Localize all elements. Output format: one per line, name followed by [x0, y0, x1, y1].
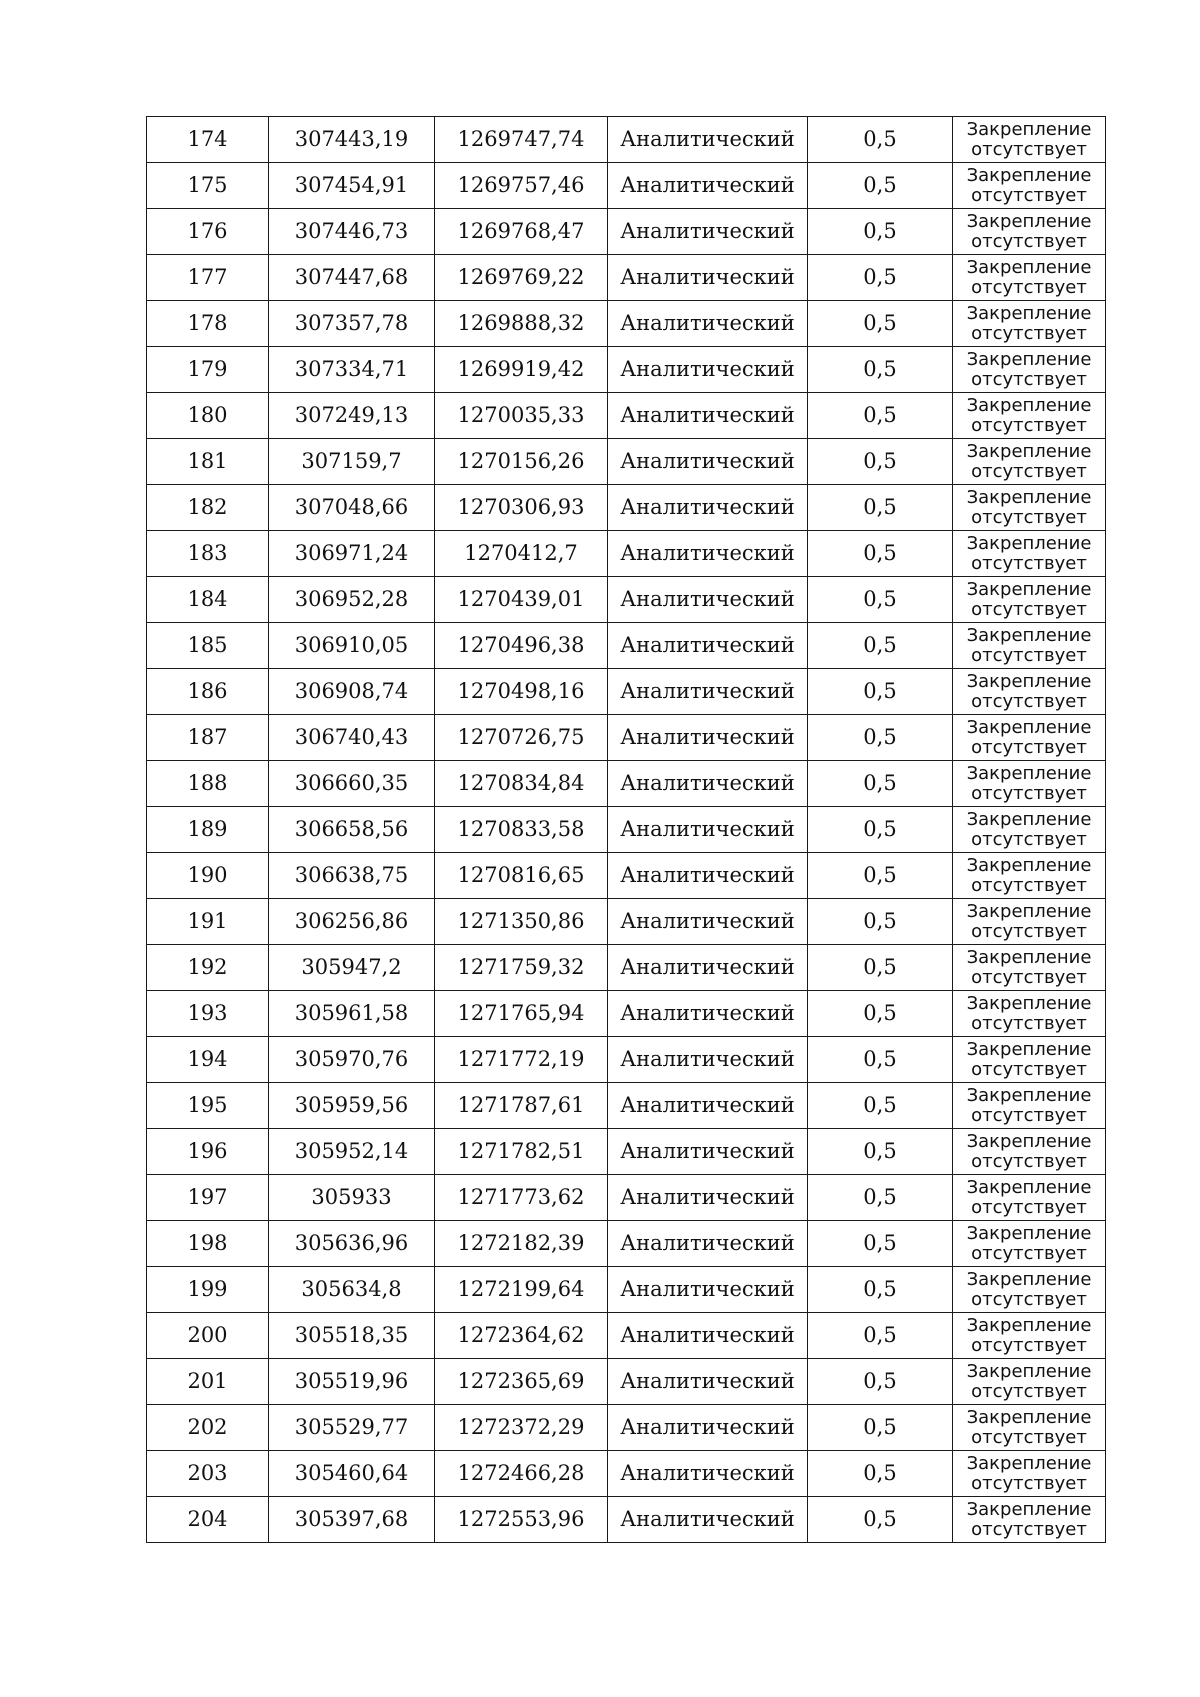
table-row: [147, 669, 1106, 715]
x-coordinate-cell: 307249,13: [269, 393, 435, 439]
table-row: [147, 945, 1106, 991]
point-number-cell: 182: [147, 485, 269, 531]
fixing-text-line: отсутствует: [971, 322, 1087, 344]
table-row: [147, 1037, 1106, 1083]
fixing-cell: [953, 117, 1106, 163]
table-row: [147, 485, 1106, 531]
point-number-cell: 192: [147, 945, 269, 991]
y-coordinate-cell: 1272466,28: [435, 1451, 608, 1497]
fixing-cell: [953, 301, 1106, 347]
point-number-cell: 191: [147, 899, 269, 945]
x-coordinate-cell: 306740,43: [269, 715, 435, 761]
table-row: [147, 439, 1106, 485]
coordinates-table: [146, 116, 1106, 1543]
x-coordinate-cell: 306660,35: [269, 761, 435, 807]
fixing-text-line: Закрепление: [966, 624, 1092, 646]
fixing-cell: [953, 1405, 1106, 1451]
fixing-text-line: Закрепление: [966, 348, 1092, 370]
point-number-cell: 195: [147, 1083, 269, 1129]
table-row: [147, 623, 1106, 669]
fixing-cell: [953, 485, 1106, 531]
table-row: [147, 393, 1106, 439]
fixing-text-line: отсутствует: [971, 368, 1087, 390]
x-coordinate-cell: 306908,74: [269, 669, 435, 715]
x-coordinate-cell: 305947,2: [269, 945, 435, 991]
fixing-text-line: Закрепление: [966, 1222, 1092, 1244]
fixing-text-line: отсутствует: [971, 1472, 1087, 1494]
fixing-text-line: отсутствует: [971, 1380, 1087, 1402]
method-cell: Аналитический: [608, 485, 808, 531]
table-row: [147, 991, 1106, 1037]
accuracy-cell: 0,5: [808, 1221, 953, 1267]
fixing-text-line: отсутствует: [971, 138, 1087, 160]
point-number-cell: 198: [147, 1221, 269, 1267]
accuracy-cell: 0,5: [808, 439, 953, 485]
fixing-text-line: Закрепление: [966, 808, 1092, 830]
fixing-text-line: отсутствует: [971, 1058, 1087, 1080]
table-row: [147, 255, 1106, 301]
point-number-cell: 187: [147, 715, 269, 761]
fixing-text-line: отсутствует: [971, 552, 1087, 574]
table-row: [147, 117, 1106, 163]
table-row: [147, 807, 1106, 853]
y-coordinate-cell: 1270833,58: [435, 807, 608, 853]
fixing-text-line: отсутствует: [971, 414, 1087, 436]
method-cell: Аналитический: [608, 301, 808, 347]
x-coordinate-cell: 306638,75: [269, 853, 435, 899]
fixing-text-line: отсутствует: [971, 644, 1087, 666]
accuracy-cell: 0,5: [808, 347, 953, 393]
fixing-text-line: Закрепление: [966, 440, 1092, 462]
table-row: [147, 1175, 1106, 1221]
fixing-cell: [953, 1221, 1106, 1267]
table-row: [147, 1221, 1106, 1267]
point-number-cell: 196: [147, 1129, 269, 1175]
method-cell: Аналитический: [608, 1221, 808, 1267]
y-coordinate-cell: 1270498,16: [435, 669, 608, 715]
accuracy-cell: 0,5: [808, 899, 953, 945]
fixing-text-line: Закрепление: [966, 762, 1092, 784]
fixing-cell: [953, 1267, 1106, 1313]
fixing-cell: [953, 623, 1106, 669]
point-number-cell: 179: [147, 347, 269, 393]
fixing-text-line: отсутствует: [971, 1196, 1087, 1218]
fixing-text-line: отсутствует: [971, 736, 1087, 758]
y-coordinate-cell: 1269888,32: [435, 301, 608, 347]
accuracy-cell: 0,5: [808, 301, 953, 347]
table-row: [147, 1129, 1106, 1175]
accuracy-cell: 0,5: [808, 715, 953, 761]
x-coordinate-cell: 307048,66: [269, 485, 435, 531]
fixing-text-line: отсутствует: [971, 874, 1087, 896]
fixing-cell: [953, 163, 1106, 209]
fixing-text-line: Закрепление: [966, 854, 1092, 876]
method-cell: Аналитический: [608, 117, 808, 163]
accuracy-cell: 0,5: [808, 117, 953, 163]
point-number-cell: 185: [147, 623, 269, 669]
fixing-cell: [953, 1359, 1106, 1405]
fixing-text-line: Закрепление: [966, 532, 1092, 554]
table-row: [147, 1313, 1106, 1359]
point-number-cell: 189: [147, 807, 269, 853]
fixing-text-line: Закрепление: [966, 256, 1092, 278]
point-number-cell: 194: [147, 1037, 269, 1083]
accuracy-cell: 0,5: [808, 531, 953, 577]
x-coordinate-cell: 307357,78: [269, 301, 435, 347]
fixing-text-line: Закрепление: [966, 118, 1092, 140]
fixing-text-line: Закрепление: [966, 992, 1092, 1014]
y-coordinate-cell: 1270834,84: [435, 761, 608, 807]
fixing-cell: [953, 255, 1106, 301]
table-row: [147, 853, 1106, 899]
table-body: [147, 117, 1106, 1543]
x-coordinate-cell: 305959,56: [269, 1083, 435, 1129]
fixing-text-line: отсутствует: [971, 1242, 1087, 1264]
accuracy-cell: 0,5: [808, 1451, 953, 1497]
method-cell: Аналитический: [608, 1359, 808, 1405]
fixing-text-line: отсутствует: [971, 230, 1087, 252]
y-coordinate-cell: 1271759,32: [435, 945, 608, 991]
point-number-cell: 180: [147, 393, 269, 439]
fixing-cell: [953, 577, 1106, 623]
y-coordinate-cell: 1270035,33: [435, 393, 608, 439]
x-coordinate-cell: 305961,58: [269, 991, 435, 1037]
fixing-text-line: Закрепление: [966, 1360, 1092, 1382]
fixing-text-line: Закрепление: [966, 1084, 1092, 1106]
fixing-cell: [953, 945, 1106, 991]
method-cell: Аналитический: [608, 1037, 808, 1083]
point-number-cell: 188: [147, 761, 269, 807]
fixing-text-line: Закрепление: [966, 716, 1092, 738]
fixing-text-line: Закрепление: [966, 164, 1092, 186]
method-cell: Аналитический: [608, 807, 808, 853]
fixing-text-line: отсутствует: [971, 1150, 1087, 1172]
fixing-text-line: Закрепление: [966, 210, 1092, 232]
fixing-text-line: отсутствует: [971, 1012, 1087, 1034]
method-cell: Аналитический: [608, 255, 808, 301]
y-coordinate-cell: 1270726,75: [435, 715, 608, 761]
fixing-cell: [953, 899, 1106, 945]
method-cell: Аналитический: [608, 1175, 808, 1221]
x-coordinate-cell: 305636,96: [269, 1221, 435, 1267]
table-row: [147, 899, 1106, 945]
y-coordinate-cell: 1272182,39: [435, 1221, 608, 1267]
table-row: [147, 531, 1106, 577]
x-coordinate-cell: 306971,24: [269, 531, 435, 577]
fixing-text-line: отсутствует: [971, 782, 1087, 804]
fixing-text-line: Закрепление: [966, 900, 1092, 922]
x-coordinate-cell: 305634,8: [269, 1267, 435, 1313]
fixing-text-line: отсутствует: [971, 460, 1087, 482]
accuracy-cell: 0,5: [808, 393, 953, 439]
fixing-cell: [953, 669, 1106, 715]
y-coordinate-cell: 1269919,42: [435, 347, 608, 393]
fixing-text-line: Закрепление: [966, 1038, 1092, 1060]
fixing-cell: [953, 209, 1106, 255]
method-cell: Аналитический: [608, 1313, 808, 1359]
method-cell: Аналитический: [608, 1451, 808, 1497]
fixing-cell: [953, 347, 1106, 393]
fixing-text-line: Закрепление: [966, 1176, 1092, 1198]
y-coordinate-cell: 1272199,64: [435, 1267, 608, 1313]
x-coordinate-cell: 306256,86: [269, 899, 435, 945]
fixing-text-line: Закрепление: [966, 1452, 1092, 1474]
fixing-cell: [953, 531, 1106, 577]
method-cell: Аналитический: [608, 347, 808, 393]
accuracy-cell: 0,5: [808, 1037, 953, 1083]
method-cell: Аналитический: [608, 1083, 808, 1129]
fixing-text-line: Закрепление: [966, 486, 1092, 508]
accuracy-cell: 0,5: [808, 1175, 953, 1221]
y-coordinate-cell: 1271782,51: [435, 1129, 608, 1175]
y-coordinate-cell: 1270816,65: [435, 853, 608, 899]
x-coordinate-cell: 305519,96: [269, 1359, 435, 1405]
y-coordinate-cell: 1270439,01: [435, 577, 608, 623]
point-number-cell: 186: [147, 669, 269, 715]
fixing-text-line: Закрепление: [966, 578, 1092, 600]
table-row: [147, 761, 1106, 807]
fixing-text-line: отсутствует: [971, 506, 1087, 528]
accuracy-cell: 0,5: [808, 807, 953, 853]
method-cell: Аналитический: [608, 1497, 808, 1543]
fixing-text-line: Закрепление: [966, 670, 1092, 692]
fixing-text-line: Закрепление: [966, 1498, 1092, 1520]
y-coordinate-cell: 1272553,96: [435, 1497, 608, 1543]
fixing-cell: [953, 1037, 1106, 1083]
table-row: [147, 347, 1106, 393]
accuracy-cell: 0,5: [808, 991, 953, 1037]
x-coordinate-cell: 307334,71: [269, 347, 435, 393]
table-row: [147, 301, 1106, 347]
y-coordinate-cell: 1269747,74: [435, 117, 608, 163]
method-cell: Аналитический: [608, 531, 808, 577]
fixing-text-line: отсутствует: [971, 966, 1087, 988]
table-row: [147, 163, 1106, 209]
fixing-text-line: Закрепление: [966, 394, 1092, 416]
method-cell: Аналитический: [608, 853, 808, 899]
fixing-text-line: отсутствует: [971, 920, 1087, 942]
point-number-cell: 176: [147, 209, 269, 255]
accuracy-cell: 0,5: [808, 853, 953, 899]
y-coordinate-cell: 1270412,7: [435, 531, 608, 577]
method-cell: Аналитический: [608, 1267, 808, 1313]
method-cell: Аналитический: [608, 761, 808, 807]
method-cell: Аналитический: [608, 577, 808, 623]
fixing-text-line: отсутствует: [971, 690, 1087, 712]
method-cell: Аналитический: [608, 393, 808, 439]
fixing-text-line: отсутствует: [971, 1426, 1087, 1448]
x-coordinate-cell: 306952,28: [269, 577, 435, 623]
point-number-cell: 200: [147, 1313, 269, 1359]
x-coordinate-cell: 305952,14: [269, 1129, 435, 1175]
x-coordinate-cell: 305397,68: [269, 1497, 435, 1543]
fixing-cell: [953, 715, 1106, 761]
accuracy-cell: 0,5: [808, 1359, 953, 1405]
y-coordinate-cell: 1271765,94: [435, 991, 608, 1037]
table-row: [147, 1083, 1106, 1129]
x-coordinate-cell: 306658,56: [269, 807, 435, 853]
accuracy-cell: 0,5: [808, 577, 953, 623]
method-cell: Аналитический: [608, 1129, 808, 1175]
accuracy-cell: 0,5: [808, 1497, 953, 1543]
x-coordinate-cell: 307159,7: [269, 439, 435, 485]
fixing-text-line: отсутствует: [971, 598, 1087, 620]
accuracy-cell: 0,5: [808, 1083, 953, 1129]
point-number-cell: 190: [147, 853, 269, 899]
method-cell: Аналитический: [608, 439, 808, 485]
table-row: [147, 209, 1106, 255]
fixing-text-line: отсутствует: [971, 828, 1087, 850]
point-number-cell: 174: [147, 117, 269, 163]
accuracy-cell: 0,5: [808, 669, 953, 715]
y-coordinate-cell: 1269768,47: [435, 209, 608, 255]
method-cell: Аналитический: [608, 669, 808, 715]
y-coordinate-cell: 1270496,38: [435, 623, 608, 669]
x-coordinate-cell: 307447,68: [269, 255, 435, 301]
table-row: [147, 1359, 1106, 1405]
method-cell: Аналитический: [608, 991, 808, 1037]
method-cell: Аналитический: [608, 1405, 808, 1451]
table-row: [147, 1451, 1106, 1497]
table-row: [147, 1405, 1106, 1451]
point-number-cell: 204: [147, 1497, 269, 1543]
y-coordinate-cell: 1271787,61: [435, 1083, 608, 1129]
point-number-cell: 197: [147, 1175, 269, 1221]
point-number-cell: 184: [147, 577, 269, 623]
fixing-cell: [953, 1083, 1106, 1129]
accuracy-cell: 0,5: [808, 485, 953, 531]
method-cell: Аналитический: [608, 899, 808, 945]
fixing-cell: [953, 393, 1106, 439]
x-coordinate-cell: 306910,05: [269, 623, 435, 669]
fixing-cell: [953, 991, 1106, 1037]
x-coordinate-cell: 305970,76: [269, 1037, 435, 1083]
fixing-cell: [953, 1497, 1106, 1543]
fixing-text-line: отсутствует: [971, 1334, 1087, 1356]
fixing-text-line: отсутствует: [971, 1288, 1087, 1310]
table-row: [147, 1267, 1106, 1313]
y-coordinate-cell: 1271772,19: [435, 1037, 608, 1083]
accuracy-cell: 0,5: [808, 1405, 953, 1451]
fixing-text-line: Закрепление: [966, 1130, 1092, 1152]
x-coordinate-cell: 305933: [269, 1175, 435, 1221]
x-coordinate-cell: 305529,77: [269, 1405, 435, 1451]
x-coordinate-cell: 307454,91: [269, 163, 435, 209]
fixing-text-line: Закрепление: [966, 302, 1092, 324]
point-number-cell: 175: [147, 163, 269, 209]
accuracy-cell: 0,5: [808, 623, 953, 669]
point-number-cell: 202: [147, 1405, 269, 1451]
method-cell: Аналитический: [608, 945, 808, 991]
fixing-text-line: отсутствует: [971, 184, 1087, 206]
fixing-text-line: отсутствует: [971, 1518, 1087, 1540]
fixing-cell: [953, 1451, 1106, 1497]
y-coordinate-cell: 1269757,46: [435, 163, 608, 209]
fixing-text-line: Закрепление: [966, 946, 1092, 968]
y-coordinate-cell: 1272365,69: [435, 1359, 608, 1405]
table-row: [147, 715, 1106, 761]
x-coordinate-cell: 307443,19: [269, 117, 435, 163]
y-coordinate-cell: 1272372,29: [435, 1405, 608, 1451]
point-number-cell: 193: [147, 991, 269, 1037]
fixing-text-line: отсутствует: [971, 276, 1087, 298]
point-number-cell: 203: [147, 1451, 269, 1497]
point-number-cell: 181: [147, 439, 269, 485]
table-row: [147, 1497, 1106, 1543]
point-number-cell: 178: [147, 301, 269, 347]
fixing-text-line: отсутствует: [971, 1104, 1087, 1126]
accuracy-cell: 0,5: [808, 945, 953, 991]
point-number-cell: 177: [147, 255, 269, 301]
y-coordinate-cell: 1270306,93: [435, 485, 608, 531]
y-coordinate-cell: 1271773,62: [435, 1175, 608, 1221]
method-cell: Аналитический: [608, 623, 808, 669]
fixing-cell: [953, 1313, 1106, 1359]
fixing-text-line: Закрепление: [966, 1406, 1092, 1428]
fixing-cell: [953, 1175, 1106, 1221]
fixing-cell: [953, 853, 1106, 899]
x-coordinate-cell: 307446,73: [269, 209, 435, 255]
fixing-cell: [953, 761, 1106, 807]
x-coordinate-cell: 305460,64: [269, 1451, 435, 1497]
fixing-text-line: Закрепление: [966, 1314, 1092, 1336]
x-coordinate-cell: 305518,35: [269, 1313, 435, 1359]
y-coordinate-cell: 1271350,86: [435, 899, 608, 945]
point-number-cell: 201: [147, 1359, 269, 1405]
method-cell: Аналитический: [608, 715, 808, 761]
fixing-cell: [953, 439, 1106, 485]
point-number-cell: 199: [147, 1267, 269, 1313]
accuracy-cell: 0,5: [808, 1267, 953, 1313]
accuracy-cell: 0,5: [808, 163, 953, 209]
accuracy-cell: 0,5: [808, 1129, 953, 1175]
method-cell: Аналитический: [608, 209, 808, 255]
accuracy-cell: 0,5: [808, 255, 953, 301]
table-row: [147, 577, 1106, 623]
accuracy-cell: 0,5: [808, 1313, 953, 1359]
fixing-cell: [953, 1129, 1106, 1175]
point-number-cell: 183: [147, 531, 269, 577]
method-cell: Аналитический: [608, 163, 808, 209]
fixing-text-line: Закрепление: [966, 1268, 1092, 1290]
y-coordinate-cell: 1269769,22: [435, 255, 608, 301]
accuracy-cell: 0,5: [808, 209, 953, 255]
y-coordinate-cell: 1272364,62: [435, 1313, 608, 1359]
y-coordinate-cell: 1270156,26: [435, 439, 608, 485]
accuracy-cell: 0,5: [808, 761, 953, 807]
fixing-cell: [953, 807, 1106, 853]
